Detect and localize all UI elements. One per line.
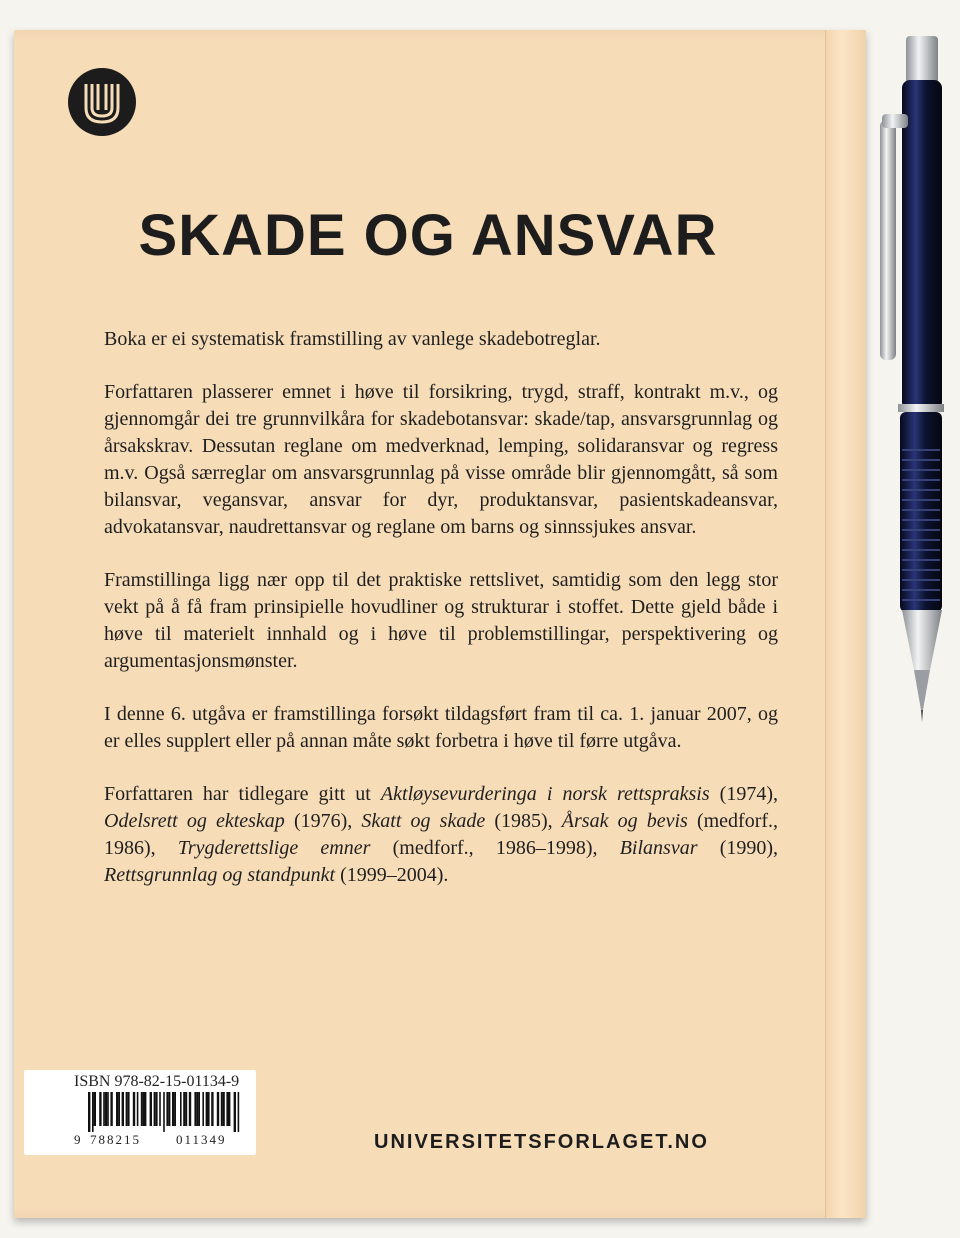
blurb-paragraph-2: Forfattaren plasserer emnet i høve til forsikring, trygd, straff, kontrakt m.v., og gjennomgår dei tre grunnvilkåra for skadebotansvar: skade/tap, ansvarsgrunnlag og årsakskrav. Dessutan reglane om medverknad, lemping, solidaransvar og regress m.v. Også særreglar om ansvarsgrunnlag på visse område blir gjennomgått, så som bilansvar, vegansvar, ansvar for dyr, produktansvar, pasientskadeansvar, advokatansvar, naudrettansvar og reglane om barns og sinnssjukes ansvar. — [104, 381, 778, 538]
text-span: (1990), — [697, 837, 779, 859]
barcode-bar — [183, 1092, 185, 1126]
universitetsforlaget-logo — [68, 68, 136, 136]
barcode-bar — [103, 1092, 105, 1126]
text-span: (1999–2004). — [335, 864, 449, 886]
barcode-digit-first: 9 — [74, 1132, 81, 1147]
barcode-digits-left: 788215 — [90, 1132, 141, 1147]
barcode-bar — [238, 1092, 240, 1132]
barcode-bar — [197, 1092, 199, 1126]
barcode-bar — [127, 1092, 129, 1126]
isbn-text: ISBN 978-82-15-01134-9 — [74, 1073, 240, 1090]
book-reference: Aktløysevurderinga i norsk rettspraksis — [380, 783, 710, 805]
barcode-bar — [142, 1092, 144, 1126]
book-reference: Skatt og skade — [361, 810, 486, 832]
barcode-bar — [133, 1092, 135, 1126]
blurb-paragraph-3: Framstillinga ligg nær opp til det praktiske rettslivet, samtidig som den legg stor vekt på å få fram prinsipielle hovudliner og strukturar i stoffet. Dette gjeld både i høve til materielt innhald og i høve til problemstillingar, perspektivering og argumentasjonsmønster. — [104, 569, 778, 672]
text-span: (1976), — [284, 810, 362, 832]
barcode-bar — [217, 1092, 219, 1126]
barcode-bar — [169, 1092, 171, 1126]
pen-icon — [868, 30, 960, 730]
barcode-bar — [99, 1092, 101, 1126]
barcode-bar — [206, 1092, 208, 1126]
barcode-bar — [116, 1092, 118, 1126]
barcode-bar — [202, 1092, 204, 1126]
barcode-bar — [226, 1092, 228, 1126]
text-span: (1974), — [709, 783, 778, 805]
blurb-text — [104, 326, 778, 915]
text-span: (medforf., 1986), — [104, 810, 779, 859]
barcode-bar — [92, 1092, 94, 1132]
book-back-cover — [14, 30, 866, 1218]
barcode-bar — [198, 1092, 200, 1126]
barcode-bar — [222, 1092, 224, 1126]
barcode-bar — [118, 1092, 120, 1126]
book-title: SKADE OG ANSVAR — [138, 203, 718, 268]
barcode-bar — [105, 1092, 107, 1126]
book-reference: Årsak og bevis — [561, 810, 688, 832]
blurb-paragraph-1: Boka er ei systematisk framstilling av vanlege skadebotreglar. — [104, 328, 601, 350]
barcode-bar — [194, 1092, 196, 1126]
barcode-bar — [172, 1092, 174, 1126]
book-reference: Odelsrett og ekteskap — [104, 810, 285, 832]
barcode-bar — [228, 1092, 230, 1126]
barcode-bar — [234, 1092, 236, 1132]
barcode-bar — [126, 1092, 128, 1126]
barcode-bar — [208, 1092, 210, 1126]
blurb-paragraph-4: I denne 6. utgåva er framstillinga forsøkt tildagsført fram til ca. 1. januar 2007, og er elles supplert eller på annan måte søkt forbetra i høve til førre utgåva. — [104, 703, 778, 752]
barcode-bar — [107, 1092, 109, 1126]
barcode-bar — [186, 1092, 188, 1126]
barcode-bar — [180, 1092, 182, 1126]
barcode-bar — [159, 1092, 161, 1126]
barcode-bar — [122, 1092, 124, 1126]
book-reference: Bilansvar — [619, 837, 698, 859]
blurb-paragraph-5 — [104, 781, 778, 889]
barcode-digits-right: 011349 — [176, 1132, 227, 1147]
barcode-bar — [141, 1092, 143, 1126]
barcode-bar — [88, 1092, 90, 1132]
text-span: (1985), — [485, 810, 562, 832]
book-reference: Trygderettslige emner — [177, 837, 371, 859]
barcode-bar — [166, 1092, 168, 1126]
barcode-bar — [154, 1092, 156, 1126]
barcode-label — [24, 1070, 256, 1155]
barcode-bar — [110, 1092, 112, 1126]
barcode-icon — [88, 1092, 248, 1132]
publisher-url: UNIVERSITETSFORLAGET.NO — [374, 1131, 709, 1153]
barcode-bar — [163, 1092, 165, 1132]
text-span: (medforf., 1986–1998), — [370, 837, 620, 859]
barcode-bar — [174, 1092, 176, 1126]
barcode-bar — [94, 1092, 96, 1126]
book-reference: Rettsgrunnlag og standpunkt — [104, 864, 336, 886]
barcode-bar — [211, 1092, 213, 1126]
barcode-bar — [155, 1092, 157, 1126]
barcode-bar — [137, 1092, 139, 1126]
barcode-bar — [221, 1092, 223, 1126]
barcode-bar — [150, 1092, 152, 1126]
barcode-bar — [189, 1092, 191, 1126]
barcode-bar — [144, 1092, 146, 1126]
text-span: Forfattaren har tidlegare gitt ut — [104, 783, 381, 805]
